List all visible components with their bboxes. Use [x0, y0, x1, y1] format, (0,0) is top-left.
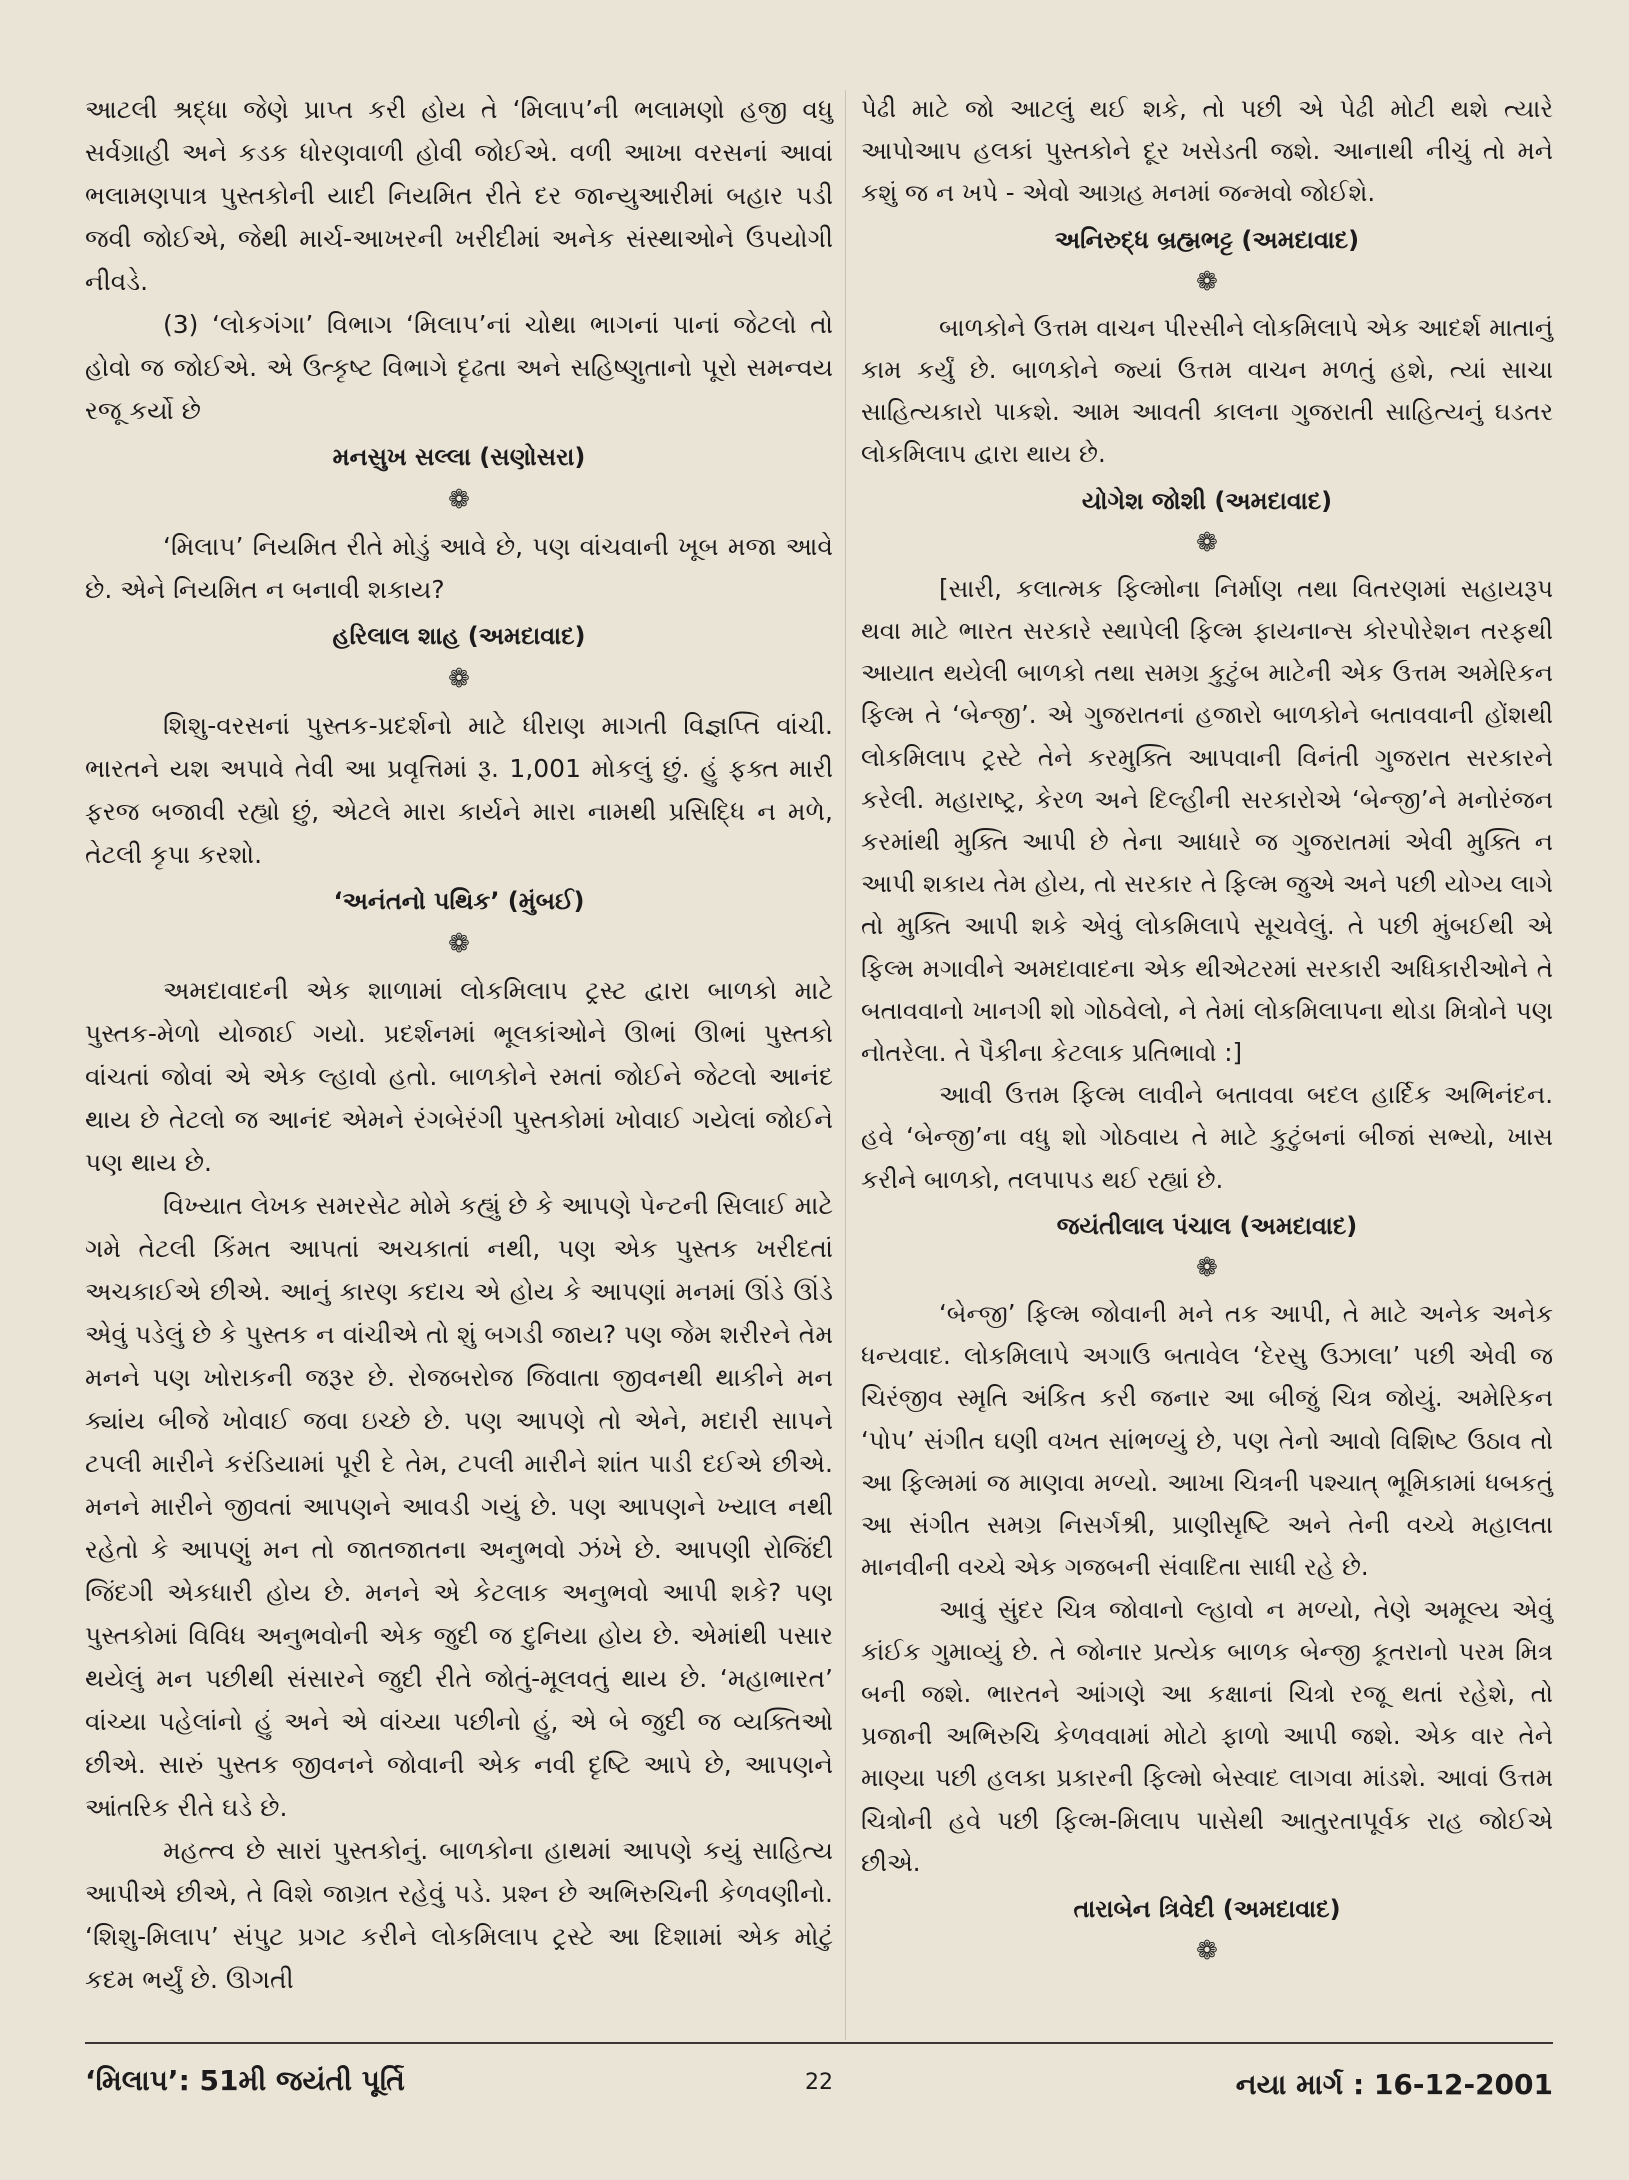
paragraph: પેઢી માટે જો આટલું થઈ શકે, તો પછી એ પેઢી મોટી થશે ત્યારે આપોઆપ હલકાં પુસ્તકોને દૂર ખસેડતી જશે. આનાથી નીચું તો મને કશું જ ન ખપે - એવો આગ્રહ મનમાં જન્મવો જોઈશે.	[861, 94, 1553, 208]
page-footer	[85, 2042, 1553, 2104]
flower-ornament-icon: ❁	[1196, 527, 1218, 558]
right-column	[861, 88, 1553, 1976]
paragraph: વિખ્યાત લેખક સમરસેટ મોમે કહ્યું છે કે આપણે પેન્ટની સિલાઈ માટે ગમે તેટલી કિંમત આપતાં અચકાતાં નથી, પણ એક પુસ્તક ખરીદતાં અચકાઈએ છીએ. આનું કારણ કદાચ એ હોય કે આપણાં મનમાં ઊંડે ઊંડે એવું પડેલું છે કે પુસ્તક ન વાંચીએ તો શું બગડી જાય? પણ જેમ શરીરને તેમ મનને પણ ખોરાકની જરૂર છે. રોજબરોજ જિવાતા જીવનથી થાકીને મન ક્યાંય બીજે ખોવાઈ જવા ઇચ્છે છે. પણ આપણે તો એને, મદારી સાપને ટપલી મારીને કરંડિયામાં પૂરી દે તેમ, ટપલી મારીને શાંત પાડી દઈએ છીએ. મનને મારીને જીવતાં આપણને આવડી ગયું છે. પણ આપણને ખ્યાલ નથી રહેતો કે આપણું મન તો જાતજાતના અનુભવો ઝંખે છે. આપણી રોજિંદી જિંદગી એકધારી હોય છે. મનને એ કેટલાક અનુભવો આપી શકે? પણ પુસ્તકોમાં વિવિધ અનુભવોની એક જુદી જ દુનિયા હોય છે. એમાંથી પસાર થયેલું મન પછીથી સંસારને જુદી રીતે જોતું-મૂલવતું થાય છે. ‘મહાભારત’ વાંચ્યા પહેલાંનો હું અને એ વાંચ્યા પછીનો હું, એ બે જુદી જ વ્યક્તિઓ છીએ. સારું પુસ્તક જીવનને જોવાની એક નવી દૃષ્ટિ આપે છે, આપણને આંતરિક રીતે ઘડે છે.	[85, 1191, 833, 1822]
letter-signature: મનસુખ સલ્લા (સણોસરા)	[332, 443, 586, 471]
letter-signature: યોગેશ જોશી (અમદાવાદ)	[1081, 486, 1333, 515]
letter-signature: તારાબેન ત્રિવેદી (અમદાવાદ)	[1073, 1894, 1341, 1923]
flower-ornament-icon: ❁	[1196, 266, 1218, 297]
paragraph: અમદાવાદની એક શાળામાં લોકમિલાપ ટ્રસ્ટ દ્વારા બાળકો માટે પુસ્તક-મેળો યોજાઈ ગયો. પ્રદર્શનમાં ભૂલકાંઓને ઊભાં ઊભાં પુસ્તકો વાંચતાં જોવાં એ એક લ્હાવો હતો. બાળકોને રમતાં જોઈને જેટલો આનંદ થાય છે તેટલો જ આનંદ એમને રંગબેરંગી પુસ્તકોમાં ખોવાઈ ગયેલાં જોઈને પણ થાય છે.	[85, 976, 833, 1177]
letter-signature: અનિરુદ્ધ બ્રહ્મભટ્ટ (અમદાવાદ)	[1054, 225, 1360, 254]
column-divider	[845, 90, 846, 2040]
paragraph: ‘મિલાપ’ નિયમિત રીતે મોડું આવે છે, પણ વાંચવાની ખૂબ મજા આવે છે. એને નિયમિત ન બનાવી શકાય?	[85, 532, 833, 604]
paragraph: આવી ઉત્તમ ફિલ્મ લાવીને બતાવવા બદલ હાર્દિક અભિનંદન. હવે ‘બેન્જી’ના વધુ શો ગોઠવાય તે માટે કુટુંબનાં બીજાં સભ્યો, ખાસ કરીને બાળકો, તલપાપડ થઈ રહ્યાં છે.	[861, 1080, 1553, 1194]
flower-ornament-icon: ❁	[448, 664, 470, 694]
paragraph: શિશુ-વરસનાં પુસ્તક-પ્રદર્શનો માટે ધીરાણ માગતી વિજ્ઞપ્તિ વાંચી. ભારતને યશ અપાવે તેવી આ પ્રવૃત્તિમાં રૂ. 1,001 મોકલું છું. હું ફક્ત મારી ફરજ બજાવી રહ્યો છું, એટલે મારા કાર્યને મારા નામથી પ્રસિદ્ધિ ન મળે, તેટલી કૃપા કરશો.	[85, 711, 833, 869]
paragraph: (3) ‘લોકગંગા’ વિભાગ ‘મિલાપ’નાં ચોથા ભાગનાં પાનાં જેટલો તો હોવો જ જોઈએ. એ ઉત્કૃષ્ટ વિભાગે દૃઢતા અને સહિષ્ણુતાનો પૂરો સમન્વય રજૂ કર્યો છે	[85, 310, 833, 425]
letter-signature: જયંતીલાલ પંચાલ (અમદાવાદ)	[1056, 1211, 1358, 1240]
footer-issue-date: નયા માર્ગ : 16-12-2001	[1235, 2068, 1553, 2101]
letter-signature: ‘અનંતનો પથિક’ (મુંબઈ)	[333, 887, 585, 915]
paragraph: આટલી શ્રદ્ધા જેણે પ્રાપ્ત કરી હોય તે ‘મિલાપ’ની ભલામણો હજી વધુ સર્વગ્રાહી અને કડક ધોરણવાળી હોવી જોઈએ. વળી આખા વરસનાં આવાં ભલામણપાત્ર પુસ્તકોની યાદી નિયમિત રીતે દર જાન્યુઆરીમાં બહાર પડી જવી જોઈએ, જેથી માર્ચ-આખરની ખરીદીમાં અનેક સંસ્થાઓને ઉપયોગી નીવડે.	[85, 95, 833, 296]
flower-ornament-icon: ❁	[1196, 1253, 1218, 1284]
paragraph: ‘બેન્જી’ ફિલ્મ જોવાની મને તક આપી, તે માટે અનેક અનેક ધન્યવાદ. લોકમિલાપે અગાઉ બતાવેલ ‘દેરસુ ઉઝાલા’ પછી એવી જ ચિરંજીવ સ્મૃતિ અંકિત કરી જનાર આ બીજું ચિત્ર જોયું. અમેરિકન ‘પોપ’ સંગીત ઘણી વખત સાંભળ્યું છે, પણ તેનો આવો વિશિષ્ટ ઉઠાવ તો આ ફિલ્મમાં જ માણવા મળ્યો. આખા ચિત્રની પશ્ચાત્ ભૂમિકામાં ધબકતું આ સંગીત સમગ્ર નિસર્ગશ્રી, પ્રાણીસૃષ્ટિ અને તેની વચ્ચે મહાલતા માનવીની વચ્ચે એક ગજબની સંવાદિતા સાધી રહે છે.	[861, 1299, 1553, 1582]
page-number: 22	[805, 2070, 833, 2095]
paragraph: આવું સુંદર ચિત્ર જોવાનો લ્હાવો ન મળ્યો, તેણે અમૂલ્ય એવું કાંઈક ગુમાવ્યું છે. તે જોનાર પ્રત્યેક બાળક બેન્જી કૂતરાનો પરમ મિત્ર બની જશે. ભારતને આંગણે આ કક્ષાનાં ચિત્રો રજૂ થતાં રહેશે, તો પ્રજાની અભિરુચિ કેળવવામાં મોટો ફાળો આપી જશે. એક વાર તેને માણ્યા પછી હલકા પ્રકારની ફિલ્મો બેસ્વાદ લાગવા માંડશે. આવાં ઉત્તમ ચિત્રોની હવે પછી ફિલ્મ-મિલાપ પાસેથી આતુરતાપૂર્વક રાહ જોઈએ છીએ.	[861, 1594, 1553, 1877]
footer-publication-title: ‘મિલાપ’: 51મી જયંતી પૂર્તિ	[85, 2064, 405, 2097]
left-column	[85, 88, 833, 2001]
flower-ornament-icon: ❁	[448, 929, 470, 959]
paragraph: [સારી, કલાત્મક ફિલ્મોના નિર્માણ તથા વિતરણમાં સહાયરૂપ થવા માટે ભારત સરકારે સ્થાપેલી ફિલ્મ ફાયનાન્સ કોરપોરેશન તરફથી આયાત થયેલી બાળકો તથા સમગ્ર કુટુંબ માટેની એક ઉત્તમ અમેરિકન ફિલ્મ તે ‘બેન્જી’. એ ગુજરાતનાં હજારો બાળકોને બતાવવાની હોંશથી લોકમિલાપ ટ્રસ્ટે તેને કરમુક્તિ આપવાની વિનંતી ગુજરાત સરકારને કરેલી. મહારાષ્ટ્ર, કેરળ અને દિલ્હીની સરકારોએ ‘બેન્જી’ને મનોરંજન કરમાંથી મુક્તિ આપી છે તેના આધારે જ ગુજરાતમાં એવી મુક્તિ ન આપી શકાય તેમ હોય, તો સરકાર તે ફિલ્મ જુએ અને પછી યોગ્ય લાગે તો મુક્તિ આપી શકે એવું લોકમિલાપે સૂચવેલું. તે પછી મુંબઈથી એ ફિલ્મ મગાવીને અમદાવાદના એક થીએટરમાં સરકારી અધિકારીઓને તે બતાવવાનો ખાનગી શો ગોઠવેલો, ને તેમાં લોકમિલાપના થોડા મિત્રોને પણ નોતરેલા. તે પૈકીના કેટલાક પ્રતિભાવો :]	[861, 573, 1553, 1068]
paragraph: બાળકોને ઉત્તમ વાચન પીરસીને લોકમિલાપે એક આદર્શ માતાનું કામ કર્યું છે. બાળકોને જ્યાં ઉત્તમ વાચન મળતું હશે, ત્યાં સાચા સાહિત્યકારો પાકશે. આમ આવતી કાલના ગુજરાતી સાહિત્યનું ઘડતર લોકમિલાપ દ્વારા થાય છે.	[861, 312, 1553, 469]
flower-ornament-icon: ❁	[448, 485, 470, 515]
flower-ornament-icon: ❁	[1196, 1936, 1218, 1967]
letter-signature: હરિલાલ શાહ (અમદાવાદ)	[332, 622, 586, 650]
paragraph: મહત્ત્વ છે સારાં પુસ્તકોનું. બાળકોના હાથમાં આપણે કયું સાહિત્ય આપીએ છીએ, તે વિશે જાગ્રત રહેવું પડે. પ્રશ્ન છે અભિરુચિની કેળવણીનો. ‘શિશુ-મિલાપ’ સંપુટ પ્રગટ કરીને લોકમિલાપ ટ્રસ્ટે આ દિશામાં એક મોટું કદમ ભર્યું છે. ઊગતી	[85, 1836, 833, 1994]
